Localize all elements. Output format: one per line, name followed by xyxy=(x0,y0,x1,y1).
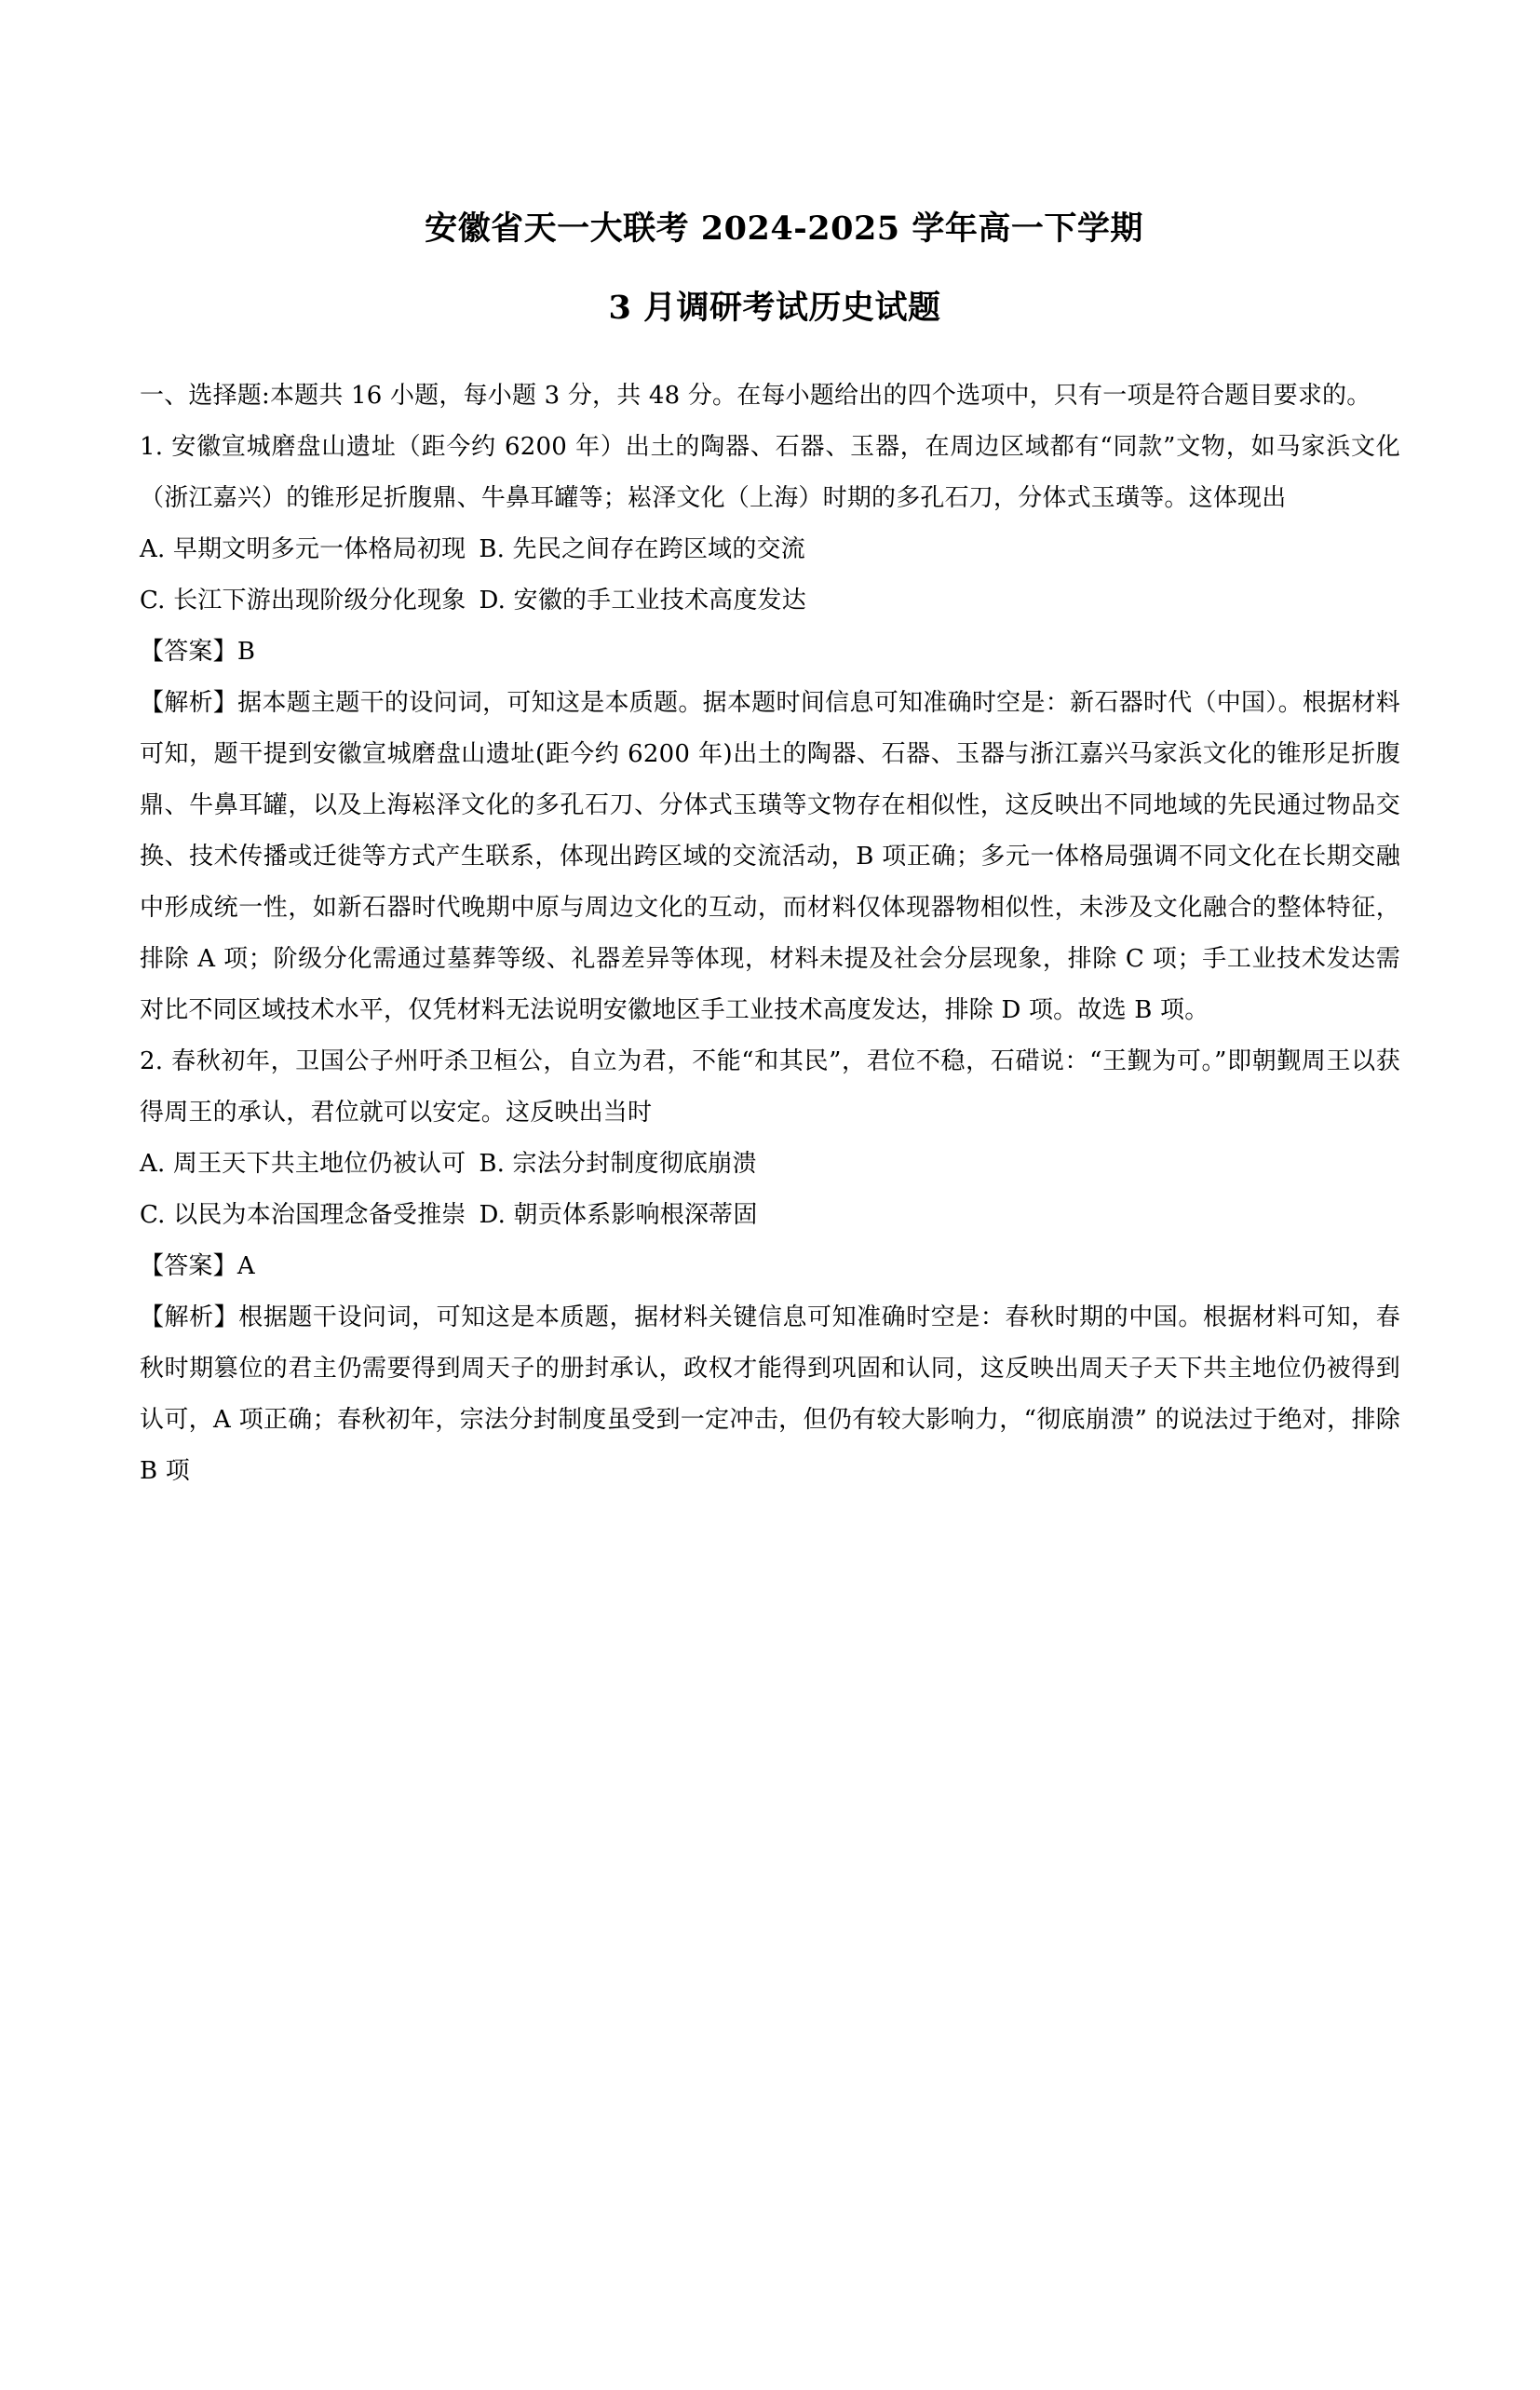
question-1-stem: 1. 安徽宣城磨盘山遗址（距今约 6200 年）出土的陶器、石器、玉器，在周边区域都有“同款”文物，如马家浜文化（浙江嘉兴）的锥形足折腹鼎、牛鼻耳罐等；崧泽文化（上海）时期的多孔石刀，分体式玉璜等。这体现出 xyxy=(140,433,1400,512)
question-1-options-cd xyxy=(140,575,1400,627)
analysis-label: 【解析】 xyxy=(140,1303,239,1331)
question-2-analysis xyxy=(140,1292,1400,1497)
section-instructions: 一、选择题:本题共 16 小题，每小题 3 分，共 48 分。在每小题给出的四个选项中，只有一项是符合题目要求的。 xyxy=(140,382,1371,410)
question-1-options-ab xyxy=(140,524,1400,575)
answer-label: 【答案】 xyxy=(140,638,237,666)
analysis-text: 据本题主题干的设问词，可知这是本质题。据本题时间信息可知准确时空是：新石器时代（中国）。根据材料可知，题干提到安徽宣城磨盘山遗址(距今约 6200 年)出土的陶器、石器、玉器与浙江嘉兴马家浜文化的锥形足折腹鼎、牛鼻耳罐，以及上海崧泽文化的多孔石刀、分体式玉璜等文物存在相似性，这反映出不同地域的先民通过物品交换、技术传播或迁徙等方式产生联系，体现出跨区域的交流活动，B 项正确；多元一体格局强调不同文化在长期交融中形成统一性，如新石器时代晚期中原与周边文化的互动，而材料仅体现器物相似性，未涉及文化融合的整体特征，排除 A 项；阶级分化需通过墓葬等级、礼器差异等体现，材料未提及社会分层现象，排除 C 项；手工业技术发达需对比不同区域技术水平，仅凭材料无法说明安徽地区手工业技术高度发达，排除 D 项。故选 B 项。 xyxy=(140,689,1400,1024)
question-2-stem: 2. 春秋初年，卫国公子州吁杀卫桓公，自立为君，不能“和其民”，君位不稳，石碏说：“王觐为可。”即朝觐周王以获得周王的承认，君位就可以安定。这反映出当时 xyxy=(140,1047,1400,1127)
question-2-option-c[interactable]: C. 以民为本治国理念备受推崇 xyxy=(140,1201,466,1229)
question-2-option-d[interactable]: D. 朝贡体系影响根深蒂固 xyxy=(479,1201,758,1229)
question-1-option-d[interactable]: D. 安徽的手工业技术高度发达 xyxy=(479,587,806,614)
page-title-line-2: 3 月调研考试历史试题 xyxy=(608,289,941,327)
question-2-option-a[interactable]: A. 周王天下共主地位仍被认可 xyxy=(140,1150,466,1178)
question-1-option-b[interactable]: B. 先民之间存在跨区域的交流 xyxy=(479,535,805,563)
question-2-option-b[interactable]: B. 宗法分封制度彻底崩溃 xyxy=(479,1150,757,1178)
answer-label: 【答案】 xyxy=(140,1252,237,1280)
analysis-text: 根据题干设问词，可知这是本质题，据材料关键信息可知准确时空是：春秋时期的中国。根据材料可知，春秋时期篡位的君主仍需要得到周天子的册封承认，政权才能得到巩固和认同，这反映出周天子天下共主地位仍被得到认可，A 项正确；春秋初年，宗法分封制度虽受到一定冲击，但仍有较大影响力，“彻底崩溃” 的说法过于绝对，排除 B 项 xyxy=(140,1303,1400,1485)
question-2-options-ab xyxy=(140,1139,1400,1190)
answer-value: A xyxy=(236,1252,255,1280)
question-1-answer xyxy=(140,627,1400,678)
question-2-answer xyxy=(140,1241,1400,1292)
answer-value: B xyxy=(236,638,256,666)
analysis-label: 【解析】 xyxy=(140,689,238,717)
question-1-option-c[interactable]: C. 长江下游出现阶级分化现象 xyxy=(140,587,466,614)
question-1-option-a[interactable]: A. 早期文明多元一体格局初现 xyxy=(140,535,466,563)
page-title-line-1: 安徽省天一大联考 2024-2025 学年高一下学期 xyxy=(425,209,1143,248)
question-1 xyxy=(140,422,1400,1036)
question-2 xyxy=(140,1036,1400,1497)
document-page xyxy=(0,209,1540,2390)
question-1-analysis xyxy=(140,678,1400,1036)
question-2-options-cd xyxy=(140,1190,1400,1241)
